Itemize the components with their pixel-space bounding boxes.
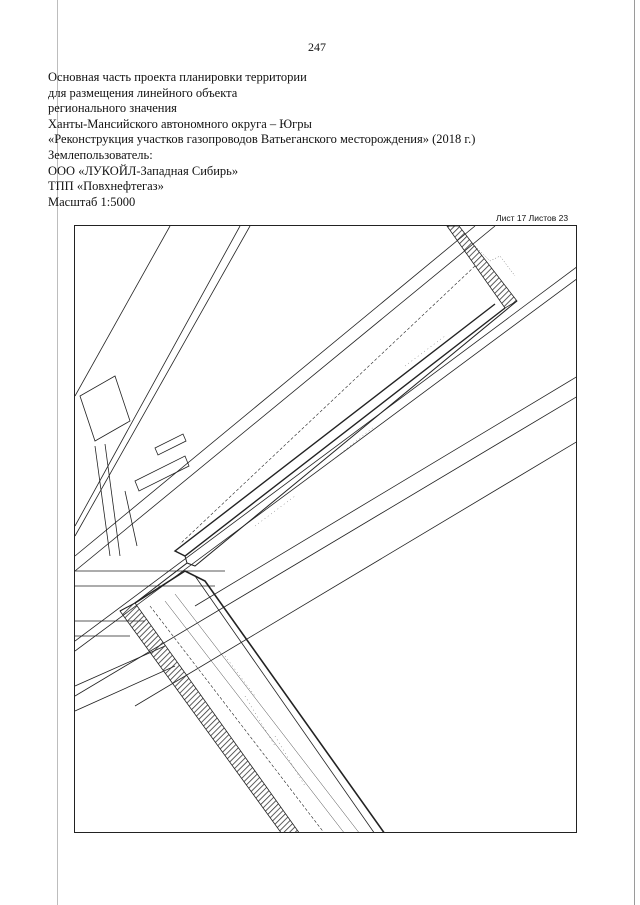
pipeline-axis — [150, 606, 325, 833]
header-line-purpose: для размещения линейного объекта — [48, 85, 238, 100]
parcel-line — [75, 226, 475, 556]
page-edge-right — [634, 0, 635, 905]
header-line-title: Основная часть проекта планировки территории — [48, 70, 307, 84]
structure-outline — [80, 376, 130, 441]
header-line-project: «Реконструкция участков газопроводов Ватьеганского месторождения» (2018 г.) — [48, 132, 476, 147]
access-road — [95, 444, 137, 556]
page-number: 247 — [308, 40, 326, 54]
corridor-boundary — [175, 304, 505, 556]
corridor-boundary — [187, 301, 517, 566]
parcel-line — [135, 441, 577, 706]
map-frame — [74, 225, 577, 833]
header-line-division: ТПП «Повхнефтегаз» — [48, 179, 164, 194]
planning-map — [75, 226, 577, 833]
parcel-line — [75, 226, 170, 396]
header-line-region: Ханты-Мансийского автономного округа – Югры — [48, 116, 312, 131]
parcel-line — [75, 226, 495, 571]
corridor-boundary — [195, 576, 375, 833]
header-line-company: ООО «ЛУКОЙЛ-Западная Сибирь» — [48, 163, 239, 178]
header-line-significance: регионального значения — [48, 101, 177, 116]
sheet-label: Лист 17 Листов 23 — [496, 213, 569, 223]
hatched-strip — [120, 603, 300, 833]
structure-outline — [135, 456, 189, 491]
corridor-boundary — [120, 556, 187, 611]
parcel-line — [75, 278, 577, 651]
structure-outline — [155, 434, 186, 455]
document-header — [48, 70, 475, 210]
parcel-line — [75, 266, 577, 641]
hatched-strip — [447, 226, 517, 308]
pipeline-corridor — [120, 226, 517, 833]
header-line-land-user-label: Землепользователь: — [48, 147, 153, 162]
header-line-scale: Масштаб 1:5000 — [48, 194, 136, 209]
pipeline-axis — [180, 266, 475, 544]
